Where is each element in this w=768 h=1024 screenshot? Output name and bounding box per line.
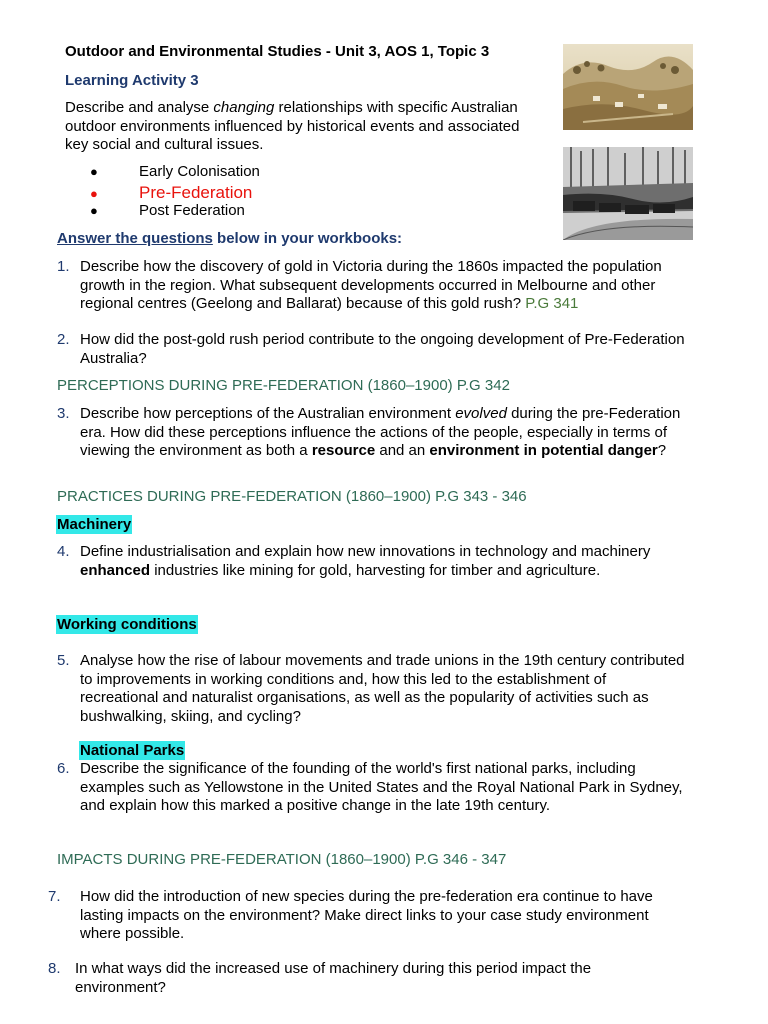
page-title: Outdoor and Environmental Studies - Unit 3, AOS 1, Topic 3 (65, 43, 490, 60)
bullet-icon: ● (90, 185, 98, 201)
section-heading-practices: PRACTICES DURING PRE-FEDERATION (1860–1900) P.G 343 - 346 (57, 488, 527, 505)
timber-railway-photo (563, 147, 693, 240)
era-list (90, 163, 260, 222)
question-6: 6. Describe the significance of the founding of the world's first national parks, including examples such as Yellowstone in the United States and the Royal National Park in Sydney, and explain how this marked a positive change in the late 19th century. (57, 760, 683, 814)
instructions-heading: Answer the questions below in your workbooks: (57, 230, 403, 247)
intro-paragraph: Describe and analyse changing relationships with specific Australian outdoor environments influenced by historical events and associated key social and cultural issues. (65, 99, 520, 153)
highlight-working-conditions: Working conditions (57, 616, 197, 633)
goldfields-illustration (563, 44, 693, 130)
page-reference: P.G 341 (525, 295, 579, 312)
question-3: 3. Describe how perceptions of the Australian environment evolved during the pre-Federation era. How did these perceptions influence the actions of the people, especially in terms of viewing the environment as both a resource and an environment in potential danger? (57, 405, 681, 459)
question-2: 2. How did the post-gold rush period contribute to the ongoing development of Pre-Federation Australia? (57, 331, 685, 367)
highlight-national-parks: National Parks (80, 742, 185, 759)
question-1: 1. Describe how the discovery of gold in Victoria during the 1860s impacted the population growth in the region. What subsequent developments occurred in Melbourne and other regional centres (Geelong and Ballarat) because of this gold rush? P.G 341 (57, 258, 662, 312)
bullet-icon: ● (90, 203, 98, 218)
question-5: 5. Analyse how the rise of labour movements and trade unions in the 19th century contributed to improvements in working conditions and, how this led to the establishment of recreational and naturalist organisations, as well as the popularity of activities such as bushwalking, skiing, and cycling? (57, 652, 685, 725)
section-heading-impacts: IMPACTS DURING PRE-FEDERATION (1860–1900) P.G 346 - 347 (57, 851, 507, 868)
list-item: ● Post Federation (90, 202, 245, 219)
question-8: 8. In what ways did the increased use of machinery during this period impact the environment? (48, 960, 592, 996)
activity-subtitle: Learning Activity 3 (65, 72, 199, 89)
question-4: 4. Define industrialisation and explain how new innovations in technology and machinery enhanced industries like mining for gold, harvesting for timber and agriculture. (57, 543, 651, 579)
section-heading-perceptions: PERCEPTIONS DURING PRE-FEDERATION (1860–1900) P.G 342 (57, 377, 510, 394)
question-7: 7. How did the introduction of new species during the pre-federation era continue to have lasting impacts on the environment? Make direct links to your case study environment where possible. (48, 888, 653, 942)
highlight-machinery: Machinery (57, 516, 132, 533)
bullet-icon: ● (90, 164, 98, 179)
list-item: ● Early Colonisation (90, 163, 260, 180)
list-item-current: ● Pre-Federation (90, 182, 253, 202)
